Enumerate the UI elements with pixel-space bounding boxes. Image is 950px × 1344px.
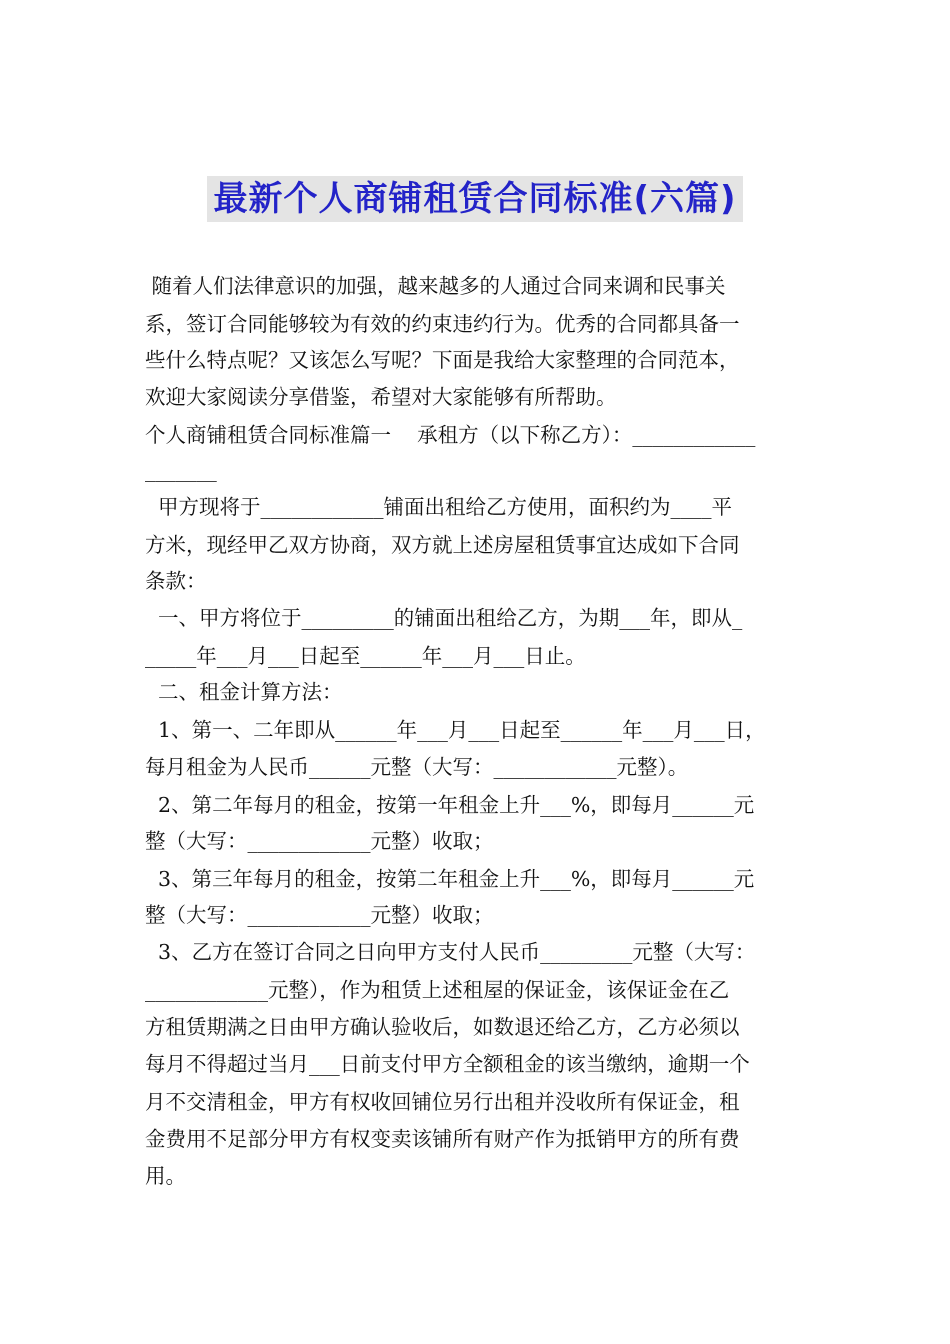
text-line: 二、租金计算方法： — [145, 680, 343, 704]
text-line: 些什么特点呢？又该怎么写呢？下面是我给大家整理的合同范本， — [145, 348, 740, 372]
text-line: 1、第一、二年即从______年___月___日起至______年___月___日， — [145, 718, 766, 742]
text-line: 方米，现经甲乙双方协商，双方就上述房屋租赁事宜达成如下合同 — [145, 533, 740, 557]
document-title: 最新个人商铺租赁合同标准(六篇) — [207, 176, 742, 222]
text-line: 个人商铺租赁合同标准篇一 承租方（以下称乙方）：____________ — [145, 423, 756, 447]
text-line: _____年___月___日起至______年___月___日止。 — [145, 644, 586, 668]
text-line: 方租赁期满之日由甲方确认验收后，如数退还给乙方，乙方必须以 — [145, 1015, 740, 1039]
title-wrap — [0, 176, 950, 222]
text-line: 随着人们法律意识的加强，越来越多的人通过合同来调和民事关 — [145, 274, 726, 298]
text-line: 2、第二年每月的租金，按第一年租金上升___%，即每月______元 — [145, 793, 755, 817]
text-line: 整（大写：____________元整）收取； — [145, 903, 494, 927]
text-line: _______ — [145, 458, 217, 482]
text-line: 条款： — [145, 569, 207, 593]
text-line: 用。 — [145, 1164, 186, 1188]
text-line: 一、甲方将位于_________的铺面出租给乙方，为期___年，即从_ — [145, 606, 743, 630]
text-line: 金费用不足部分甲方有权变卖该铺所有财产作为抵销甲方的所有费 — [145, 1127, 740, 1151]
text-line: 3、第三年每月的租金，按第二年租金上升___%，即每月______元 — [145, 867, 755, 891]
text-line: 甲方现将于____________铺面出租给乙方使用，面积约为____平 — [145, 495, 733, 519]
text-line: 整（大写：____________元整）收取； — [145, 829, 494, 853]
text-line: 3、乙方在签订合同之日向甲方支付人民币_________元整（大写： — [145, 940, 756, 964]
text-line: 欢迎大家阅读分享借鉴，希望对大家能够有所帮助。 — [145, 385, 617, 409]
text-line: 系，签订合同能够较为有效的约束违约行为。优秀的合同都具备一 — [145, 312, 740, 336]
text-line: ____________元整），作为租赁上述租屋的保证金，该保证金在乙 — [145, 978, 730, 1002]
text-line: 每月不得超过当月___日前支付甲方全额租金的该当缴纳，逾期一个 — [145, 1052, 750, 1076]
text-line: 每月租金为人民币______元整（大写：____________元整）。 — [145, 755, 689, 779]
text-line: 月不交清租金，甲方有权收回铺位另行出租并没收所有保证金，租 — [145, 1090, 740, 1114]
